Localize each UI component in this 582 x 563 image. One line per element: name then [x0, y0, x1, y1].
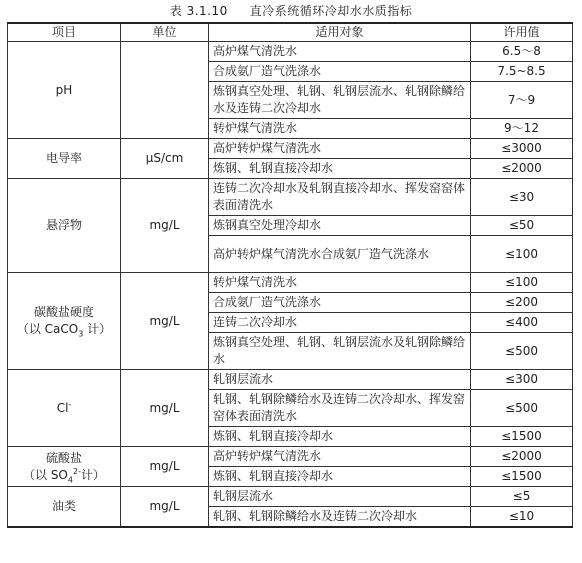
item-sulfate-line2: （以 $SO_4^{2-}$计）: [23, 466, 105, 484]
unit-suspended-solids: mg/L: [121, 179, 209, 273]
object-cell: 炼钢、轧钢直接冷却水: [209, 467, 471, 487]
unit-ph: [121, 42, 209, 139]
value-cell: ≤500: [471, 390, 573, 427]
item-sulfate: [8, 447, 121, 487]
object-cell: 转炉煤气清洗水: [209, 119, 471, 139]
object-cell: 炼钢真空处理、轧钢、轧钢层流水及轧钢除鳞给水: [209, 333, 471, 370]
object-cell: 炼钢、轧钢直接冷却水: [209, 159, 471, 179]
object-cell: 炼钢真空处理、轧钢、轧钢层流水、轧钢除鳞给水及连铸二次冷却水: [209, 82, 471, 119]
unit-oil: mg/L: [121, 487, 209, 528]
object-cell: 轧钢层流水: [209, 370, 471, 390]
header-object: 适用对象: [209, 23, 471, 42]
unit-carbonate-hardness: mg/L: [121, 273, 209, 370]
object-cell: 高炉转炉煤气清洗水: [209, 447, 471, 467]
value-cell: ≤10: [471, 507, 573, 528]
object-cell: 轧钢、轧钢除鳞给水及连铸二次冷却水、挥发窑窑体表面清洗水: [209, 390, 471, 427]
value-cell: ≤100: [471, 273, 573, 293]
header-row: [8, 23, 573, 42]
value-cell: ≤300: [471, 370, 573, 390]
object-cell: 连铸二次冷却水: [209, 313, 471, 333]
value-cell: ≤500: [471, 333, 573, 370]
water-quality-table: [7, 22, 573, 528]
table-number: 表 3.1.10: [169, 4, 228, 18]
header-unit: 单位: [121, 23, 209, 42]
item-sulfate-line1: 硫酸盐: [45, 450, 82, 465]
value-cell: ≤30: [471, 179, 573, 216]
item-conductivity: 电导率: [8, 139, 121, 179]
object-cell: 炼钢、轧钢直接冷却水: [209, 427, 471, 447]
object-cell: 转炉煤气清洗水: [209, 273, 471, 293]
value-cell: ≤50: [471, 216, 573, 236]
header-item: 项目: [8, 23, 121, 42]
object-cell: 合成氨厂造气洗涤水: [209, 62, 471, 82]
object-cell: 高炉转炉煤气清洗水合成氨厂造气洗涤水: [209, 236, 471, 273]
item-ph: pH: [8, 42, 121, 139]
table-row: [8, 447, 573, 467]
value-cell: ≤200: [471, 293, 573, 313]
unit-sulfate: mg/L: [121, 447, 209, 487]
value-cell: 7.5~8.5: [471, 62, 573, 82]
value-cell: 7～9: [471, 82, 573, 119]
table-row: [8, 273, 573, 293]
object-cell: 合成氨厂造气洗涤水: [209, 293, 471, 313]
item-suspended-solids: 悬浮物: [8, 179, 121, 273]
object-cell: 轧钢、轧钢除鳞给水及连铸二次冷却水: [209, 507, 471, 528]
value-cell: ≤400: [471, 313, 573, 333]
table-title: 直冷系统循环冷却水水质指标: [249, 4, 413, 18]
value-cell: ≤3000: [471, 139, 573, 159]
item-oil: 油类: [8, 487, 121, 528]
object-cell: 连铸二次冷却水及轧钢直接冷却水、挥发窑窑体表面清洗水: [209, 179, 471, 216]
object-cell: 高炉转炉煤气清洗水: [209, 139, 471, 159]
value-cell: ≤100: [471, 236, 573, 273]
value-cell: ≤1500: [471, 467, 573, 487]
unit-conductivity: μS/cm: [121, 139, 209, 179]
table-row: [8, 179, 573, 216]
value-cell: ≤2000: [471, 447, 573, 467]
item-carbonate-line2: （以 CaCO$_3$ 计）: [16, 322, 112, 339]
value-cell: 6.5～8: [471, 42, 573, 62]
table-caption: [0, 2, 582, 19]
table-row: [8, 139, 573, 159]
table-row: [8, 42, 573, 62]
object-cell: 高炉煤气清洗水: [209, 42, 471, 62]
object-cell: 轧钢层流水: [209, 487, 471, 507]
item-carbonate-line1: 碳酸盐硬度: [33, 305, 94, 319]
table-row: [8, 487, 573, 507]
value-cell: 9～12: [471, 119, 573, 139]
object-cell: 炼钢真空处理冷却水: [209, 216, 471, 236]
value-cell: ≤1500: [471, 427, 573, 447]
item-chloride: Cl-: [8, 370, 121, 447]
unit-chloride: mg/L: [121, 370, 209, 447]
header-limit: 许用值: [471, 23, 573, 42]
table-row: [8, 370, 573, 390]
value-cell: ≤2000: [471, 159, 573, 179]
value-cell: ≤5: [471, 487, 573, 507]
item-carbonate-hardness: [8, 273, 121, 370]
